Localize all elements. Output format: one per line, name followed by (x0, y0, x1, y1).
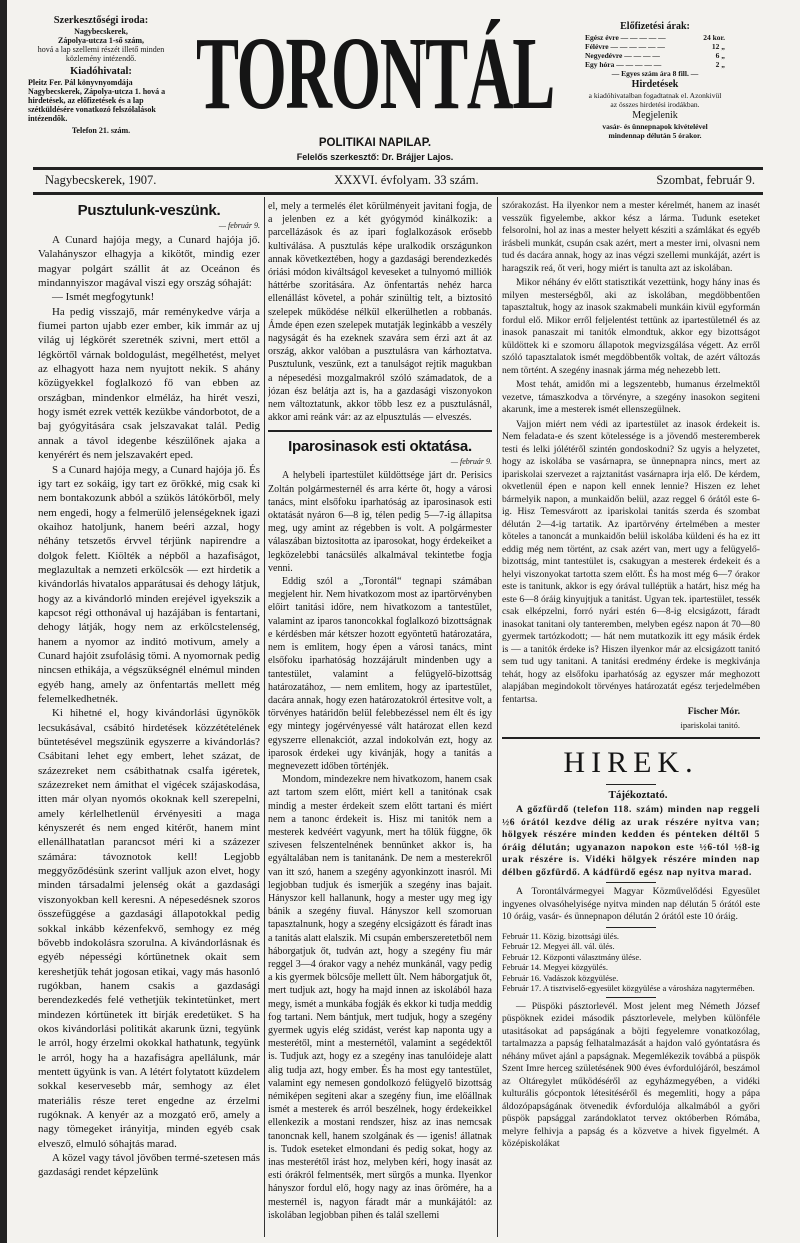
paragraph: Ki hihetné el, hogy kivándorlási ügynökök lecsukásával, csábitó hirdetések közzétételének büntetésével megszünik egyszerre a kivándorlás? Csábitani lehet egy embert, lehet százat, de százezreket nem csábithatnak csalfa igéretek, százezreket nem ámithat el vigécek szájaskodása, itten már olyan nyomós okoknak kell szerepelni, amely kérlelhetlenül érvényesiti a maga kényszerét és nem enged kitérőt, hanem mint ellenállhatatlan parancsot méri ki a százezer számára: távoznotok kell! Legjobb meggyőződésünk szerint valljuk azon elvet, hogy minden társadalmi jelenség okát a gazdasági viszonyokban kell keresni. A népesedésnek szoros összefüggése a gazdasági állapotokkal pedig sokkal inkább kézenfekvő, semhogy ez még bővebb indokolásra szorulna. A kivándorlásnak és egyéb népességi kórtünetnek okait sem kereshetjük tehát jogosan etikai, vagy más hasonló rugókban, hanem csakis a gazdasági berendezkedés felé vethetjük tekintetünket, mert mindezen kórtünetek itt birják eredetüket. S ha okos kivándorlási politikát akarunk üzni, tegyünk le arról, hogy érzelmi okokkal hathatunk, tegyünk le arról, hogy ha a hazafiságra apellálunk, már mentett ügyünk is van. A létért folytatott küzdelem sokkal keservesebb már, semhogy az élet materiális része teret engedne az érzelmi rugóknak. A kenyér az a mozgató erő, amely a nagy tömegeket irányitja, minden egyéb csak elvesző, elmuló sóhajtás marad. (38, 707, 260, 1150)
divider (606, 882, 656, 883)
newspaper-subtitle: POLITIKAI NAPILAP. (318, 137, 432, 149)
office-line: Nagybecskerek, (74, 27, 128, 36)
event-item: Február 16. Vadászok közgyülése. (502, 972, 619, 983)
paragraph: S a Cunard hajója megy, a Cunard hajója jő. És igy tart ez sokáig, igy tart ez örökké, mig csak ki nem bontakozunk abból a szükös látókörből, mely nem engedi, hogy a felmerülő jelenségeknek igazi okaihoz hatoljunk, hanem beéri azzal, hogy néhány tetszetős érvvel térjünk napirendre a dolgok felett. Kiölték a népből a hazafiságot, meglazultak a nemzeti erkölcsök — ezt hirdetik a kivándorlás hivatalos apparátusai és dehogy látjuk, hogy az a kivándorló minden erejével igyekszik a kapcsot régi otthonával uj hazájában is fentartani, dehogy látják, hogy nem az erkölcstelenség, hanem a nyomor az inditó motivum, amely a Cunard hajóit zsufolásig tömi. A nyomornak pedig nincsen ethikája, a végszükségnél elnémul minden egyéb hang, amely az önfentartás mellett még felemelkedhetnék. (38, 463, 260, 705)
appears-title: Megjelenik (632, 110, 678, 121)
price-row (585, 60, 725, 69)
dateline-date: Szombat, február 9. (656, 173, 755, 187)
price-row (585, 33, 725, 42)
single-copy-price: — Egyes szám ára 8 fill. — (611, 69, 699, 78)
column-3 (502, 200, 760, 1240)
event-item: Február 12. Központi választmány ülése. (502, 951, 642, 962)
paragraph: Most tehát, amidőn mi a legszentebb, humanus érzelmektől vezetve, támaszkodva a törvényre, a szegény inasokon segiteni akarunk, ime a mesterek ismét ellenszegülnek. (502, 379, 760, 415)
dateline-volume: XXXVI. évfolyam. 33 szám. (334, 173, 479, 187)
ads-title: Hirdetések (631, 79, 679, 90)
price-row (585, 42, 725, 51)
event-item: Február 12. Megyei áll. vál. ülés. (502, 941, 615, 951)
masthead-office-info (28, 14, 174, 135)
divider (606, 997, 656, 998)
appears-text: vasár- és ünnepnapok kivételével mindennap délután 5 órakor. (602, 122, 708, 140)
publisher-text: Pleitz Fer. Pál könyvnyomdája Nagybecskerek, Zápolya-utcza 1. hová a hirdetések, az előfizetések és a lap szétküldésére vonatkozó felszólalások intézendők. (28, 78, 166, 123)
article-dateline: — február 9. (218, 221, 260, 230)
divider (606, 927, 656, 928)
column-divider (497, 197, 498, 1237)
article-title: Pusztulunk-veszünk. (77, 202, 221, 219)
paragraph: el, mely a termelés élet körülményeit javitani fogja, de a jelenben ez a két gyógymód kinálkozik: a parcellázások és az ipari foglalkozások erősebb kultiválása. A pusztulás képe uralkodik országunkon annak következtében, hogy a gazdasági berendezkedés óriási módon kiváltságol keveseket a tulnyomó milliók háttérbe szoritására. Az önfentartás nehéz harca ellenállást követel, a pohár szinültig telt, a biztositó szelepek működése nélkül elkerülhetlen a robbanás. Ámde épen ezen szelepek mutatják leginkább a veszély nagyságát és ha ezeknek szavára sem érzi azt át az ország, akkor valóban a pusztulásra van kárhoztatva. Pusztulunk, veszünk, ezt a tanulságot rejtik magukban a népesedési mozgalmakról szóló számadatok, de a józan ész belátja azt is, ha a gazdasági viszonyokon nem változtatunk, akkor több lesz ez a pusztulásnál, akkor ami reánk vár: az az elpusztulás — elveszés. (268, 201, 492, 424)
price-value: 12 „ (711, 42, 725, 51)
paragraph: — Püspöki pásztorlevél. Most jelent meg Németh József püspöknek ezidei második pásztorlevele, melyben különféle utasitásokat ad papságának a böjti fegyelemre vonatkozólag, tartalmazza a papság felhatalmazását a hajdon való gyóntatásra és néhány művet ajánl a papságnak. Megemlékezik továbbá a püspök Szent Imre herceg születésének 900 éves évfordulójáról, beszámol az Oltáregylet működéséről az egyházmegyében, a vidéki kulturális gócpontok létesitéséről és megemliti, hogy a pápa áldozópapságának ötvenedik évfordulója alkalmából a győri püspök papsággal zarándoklatot tervez októberben Rómába, melyre felhivja a papság és a közvetve a hivek figyelmét. A középiskolákat (502, 1000, 760, 1149)
office-line: hová a lap szellemi részét illető minden közlemény intézendő. (37, 45, 165, 63)
phone: Telefon 21. szám. (71, 126, 131, 135)
price-label: Félévre — — — — — — (585, 42, 665, 51)
event-list (502, 931, 760, 994)
price-label: Egy hóra — — — — — (585, 60, 662, 69)
newspaper-title: TORONTÁL (196, 16, 554, 131)
column-2 (268, 200, 492, 1240)
paragraph: A helybeli ipartestület küldöttsége járt dr. Perisics Zoltán polgármesternél és arra kérte őt, hogy a városi tanács, mint elsőfoku iparhatóság az iparosinasok esti oktatását nyáron 6—8 ig, télen pedig 5—7-ig állapitsa meg, ugy amint az régebben is volt. A polgármester válaszában biztositotta az iparosokat, hogy érdekeiket a legközelebbi tanácsülés alkalmával tekintetbe fogja venni. (268, 470, 492, 574)
divider (502, 737, 760, 739)
office-title: Szerkesztőségi iroda: (53, 15, 149, 26)
event-item: Február 17. A tisztviselő-egyesület közgyülése a városháza nagytermében. (502, 983, 755, 993)
column-divider (264, 197, 265, 1237)
paragraph: Eddig szól a „Torontál“ tegnapi számában megjelent hir. Nem hivatkozom most az ipartörvényben előirt tanitási időre, nem hivatkozom a tantestület, valamint az iparos tanoncokkal foglalkozó bizottságnak e kérdésben már kétszer hozott egyöntetű határozatára, nem is emlitem, hogy épen a városi tanács, mint elsőfoku iparhatóság hozzájárult mindenben ugy a tantestület, valamint a felügyelő-bizottság határozatához, — nem emlitem, hogy az ipartestület, dacára annak, hogy ezen határozatokról értesitve volt, a törvényes határidőn belül felebbezéssel nem élt és igy egy mintegy jogérvényessé vált határozat ellen kezd egyszerre ellenakciót, azzal indokolván ezt, hogy az iparosok érdekei ugy kivánják, hogy a tanitás a megnevezett időben történjék. (268, 576, 492, 772)
author-signature: Fischer Mór. (687, 706, 740, 717)
paragraph: Mikor néhány év előtt statisztikát vezettünk, hogy hány inas és milyen mesterségből, aki az iskolában, megdöbbentően tapasztaltuk, hogy az inasok szakmabeli munkáin kivül egyformán fordul elő. Mikor erről feljelentést tettünk az ipartestületnél és az inasok panaszait mi tanitók elmondtuk, akkor egy bizottságot küldöttek ki e szomoru állapotok megvizsgálása végett. Az erről szóló tapasztalatok ismét megdöbbentők voltak, de azért változás nem történt. A szegény inasnak járma még nehezebb lett. (502, 277, 760, 376)
publisher-title: Kiadóhivatal: (70, 66, 132, 77)
event-item: Február 11. Közig. bizottsági ülés. (502, 930, 620, 941)
dateline-rule (33, 192, 763, 195)
dateline-place: Nagybecskerek, 1907. (45, 173, 157, 187)
paragraph: — Ismét megfogytunk! (52, 291, 155, 304)
section-heading: HIREK. (563, 746, 699, 779)
price-value: 6 „ (715, 51, 725, 60)
price-value: 24 kor. (703, 33, 725, 42)
editor-line: Felelős szerkesztő: Dr. Brájjer Lajos. (296, 152, 454, 162)
column-1 (38, 200, 260, 1240)
paragraph: szórakozást. Ha ilyenkor nem a mester kérelmét, hanem az inasét vesszük figyelembe, akkor kész a lárma. Tudunk eseteket felsorolni, hol az inas a mester helyett késziti a számlákat és egyéb irásbeli munkát, csupán csak azért, mert a mester irni, olvasni nem tud és dacára annak, hogy az inas végzi szellemi munkáját, azért is haragszik reá, őt veri, hogy miért is tanulta azt az iskolában. (502, 200, 760, 274)
office-line: Zápolya-utcza 1-ső szám, (58, 36, 144, 45)
ads-text: a kiadóhivatalban fogadtatnak el. Azonkivül az összes hirdetési irodákban. (588, 91, 722, 109)
paragraph: Ha pedig visszajő, már reménykedve várja a fiumei parton ujabb ezer ember, kik immár az uj világ uj légkörét szeretnék szivni, mert ettől a légkörtől várnak boldogulást, megélhetést, melyet az elhagyott haza nem nyujtott nekik. S ahány közügyekkel foglalkozó fő van ebben az országban, mindenkor elméláz, ha hirét veszi, hogy ismét ezrek vették kezükbe vándorbotot, de a baj gyógyitására csak jelszavakat talál. Pedig annak a távol idegenbe készülőnek ajaka a kenyérért és nem jelszavakért eped. (38, 305, 260, 462)
author-role: ipariskolai tanitó. (680, 719, 740, 730)
article-title: Iparosinasok esti oktatása. (288, 438, 472, 456)
masthead-subscription-info (585, 20, 725, 140)
price-row (585, 51, 725, 60)
masthead-rule (33, 167, 763, 170)
event-item: Február 14. Megyei közgyülés. (502, 962, 608, 972)
paragraph: A gőzfürdő (telefon 118. szám) minden nap reggeli ½6 órától kezdve délig az urak részére nyitva van; hölgyek részére minden kedden és pénteken déltől 5 óráig délután; ugyanazon napokon este ½6-tól ½8-ig urak részére is. Vidéki hölgyek részére minden nap délben gőzfürdő. A kádfürdő egész nap nyitva marad. (502, 804, 760, 878)
article-dateline: — február 9. (450, 457, 492, 467)
price-value: 2 „ (715, 60, 725, 69)
divider (268, 430, 492, 432)
scan-border (0, 0, 7, 1243)
dateline (45, 172, 755, 188)
paragraph: A Torontálvármegyei Magyar Közművelődési Egyesület ingyenes olvasóhelyisége nyitva minden nap délután 5 órától este 10 óráig, vasár- és ünnepnapon délután 2 órától este 10 óráig. (502, 886, 760, 922)
divider (606, 784, 656, 785)
price-label: Negyedévre — — — — (585, 51, 660, 60)
paragraph: A Cunard hajója megy, a Cunard hajója jő. Valahányszor elhagyja a kikötőt, mindig ezer magyar polgárt szállit át az Oceánon és mindannyiszor magával viszi egy ország sóhaját: (38, 234, 260, 290)
prices-title: Előfizetési árak: (620, 21, 690, 32)
paragraph: A közel vagy távol jövőben termé-szetesen más gazdasági rendet képzelünk (38, 1152, 260, 1179)
price-label: Egész évre — — — — — (585, 33, 666, 42)
paragraph: Mondom, mindezekre nem hivatkozom, hanem csak azt tartom szem előtt, miért kell a tanitónak csak mindig a mester érdekeit szem előtt tartani és miért nem a tanonc érdekeit is. Hisz mi tanitók nem a mesterek kedvéért vagyunk, mert ha tőlük függne, ők szivesen felszentelnének bennünket akkor is, ha egyáltalában nem is tanitanánk. De nem a mesterekről van itt szó, hanem a szegény agyonkinzott inasról. Mi legjobban tudjuk és ismerjük a szegény inas bajait. Hányszor kell hallanunk, hogy a mester ugy meg igy bánik a szegény fiuval. Hányszor kell szomoruan tapasztalnunk, hogy a szegény elcsigázott és fáradt inas a tanitás alatt elalszik. Mi csupán emberszeretetből nem háborgatjuk őt, tudván azt, hogy a szegény fiu már reggel 3—4 órakor vagy a nehéz munkánál, vagy pedig a kis gyermek bölcsője mellett ült. Nem háborgatjuk őt, mert tudjuk azt, hogy ha majd innen az iskolából haza megy, ismét a munkába fogják és ekkor ki tudja meddig fog tartani. Nem bántjuk, mert tudjuk, hogy a szegény gyermek ugyis elég szidást, verést kap naponta ugy a mesterétől, mint a mesternétől, valamint a segédektől is. Tudjuk azt, hogy ez a szegény inas tanulóideje alatt alig tudja azt, hogy ember. És ha most egy tantestület, valamint egy nemesen gondolkozó felügyelő bizottság némiképen segiteni akar a szegény fiun, ime előállnak ismét a mesterek és arról beszélnek, hogy érdekeikkel ellenkezik a mostani rendszer, hisz az inas nemcsak tanoncnak kell, hanem szolgának és — igenis! állatnak is. Tudok eseteket elmondani és pedig sokat, hogy az inas mesterétől irást hoz, melyben kéri, hogy inasát az esti órákról felmentsék, mert sürgős a munka. Ilyenkor hányszor fordul elő, hogy nagy az inas örömére, ha a mesternél is, nagyon fáradt már a munkájától: az iskolában legjobban pihen és talál szellemi (268, 774, 492, 1221)
subsection-heading: Tájékoztató. (608, 789, 668, 801)
paragraph: Vajjon miért nem védi az ipartestület az inasok érdekeit is. Nem feladata-e és szent kötelessége is a jövendő mesteremberek testi és lelki jólétéről szintén gondoskodni? Sz ugyis a helyzetet, hogy az iskolába se vasárnapra, se ünnepnapra nincs, mert az ipariskolai szervezet a rajztanitást vasárnapra irja elő. De kérdem, okvetlenül épen e napon kell ennek lennie? Hiszen ez lehet bármelyik napon, a munkaidőn belül, azaz reggel 6 órától este 6-ig. Hisz Temesvárott az ipariskolai tanitás szerda és szombat délután 2—4-ig tartatik. Az ipartörvény értelmében a mester köteles a tanoncát a munkaidőn belül iskolába küldeni és ha ez itt eddig még nem történt, az csak azért van, mert ugy a felügyelő-bizottság, mint tantestület is, csakugyan a mesterek érdekeit és a helyi viszonyokat tartotta szem előtt. És ha most még 6—7 órakor este is tanitunk, akkor is egy órával tulléptük a határt, hisz még ha este 6—8 óráig kinyujtjuk a tanitást. Ugyan tek. ipartestület, tessék csak elképzelni, forró nyári estén 6—8-ig elcsigázott, fáradt inasokat tanitani oly tanteremben, melyben egész napon át 70—80 gyermek tartózkodott; — hát nem mutatkozik itt egy másik érdek is — a tanitók érdeke is? Hiszen ilyenkor már az elcsigázott tanitó sem tud ugy tanitani. A tanitási eredmény érdeke is megkivánja tehát, hogy az elsőfoku iparhatóság az egyszer már meghozott alapjában megindokolt törvényes határozatát egész terjedelmében fentartsa. (502, 418, 760, 705)
